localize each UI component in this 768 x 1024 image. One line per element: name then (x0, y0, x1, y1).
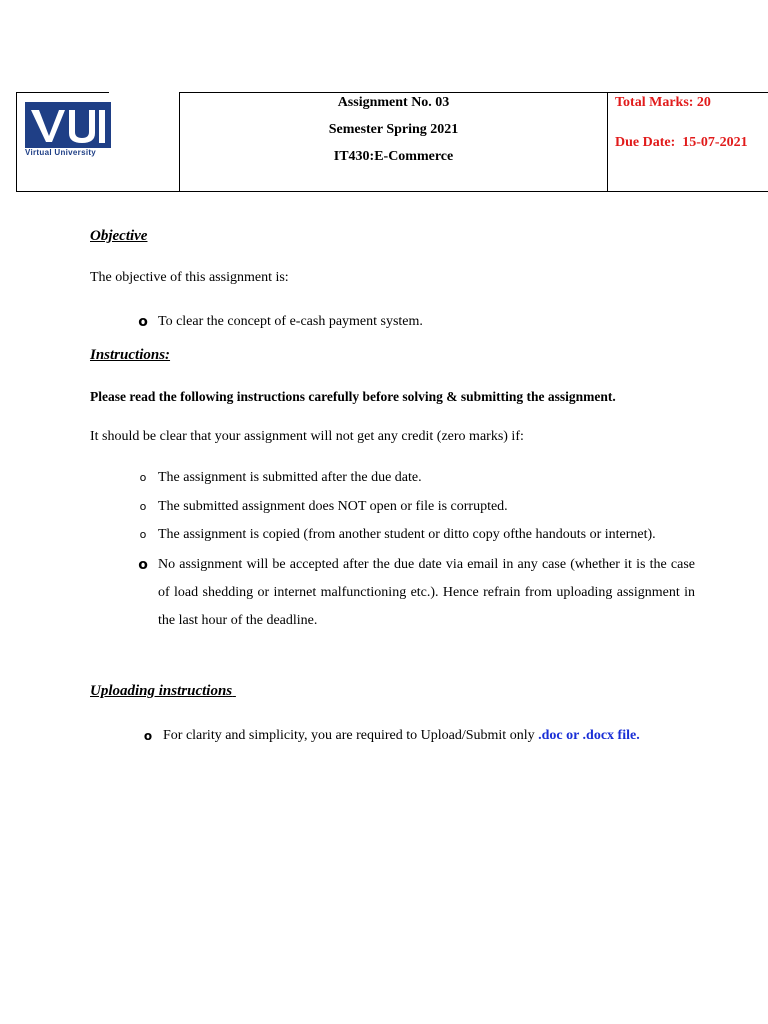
objective-intro: The objective of this assignment is: (90, 270, 289, 285)
assignment-number: Assignment No. 03 (337, 95, 450, 110)
bullet-icon: o (139, 528, 147, 541)
bullet-icon: o (143, 729, 153, 743)
semester: Semester Spring 2021 (328, 122, 459, 137)
file-type-highlight: .doc or .docx file. (538, 728, 640, 743)
instruction-item-text: The submitted assignment does NOT open or file is corrupted. (158, 499, 508, 514)
instruction-item-text: No assignment will be accepted after the due date via email in any case (whether it is the case of load shedding or internet malfunctioning etc.). Hence refrain from uploading assignment in the last hour of the deadline. (158, 557, 695, 628)
bullet-icon: o (138, 557, 148, 573)
total-marks: Total Marks: 20 (615, 95, 711, 110)
instructions-bold-note: Please read the following instructions carefully before solving & submitting the assignment. (90, 389, 616, 404)
uploading-item-text (163, 727, 700, 745)
logo-caption: Virtual University (25, 148, 97, 157)
header-top-border-left (16, 92, 109, 93)
objective-item-text: To clear the concept of e-cash payment system. (158, 314, 423, 329)
header-divider-2 (607, 92, 608, 192)
assignment-header-table (16, 92, 768, 192)
uploading-text: For clarity and simplicity, you are required to Upload/Submit only (163, 728, 539, 743)
course-code: IT430:E-Commerce (333, 149, 454, 164)
bullet-icon: o (139, 500, 147, 513)
header-center-cell (180, 92, 607, 192)
uploading-heading-text: Uploading instructions (90, 683, 233, 699)
bullet-icon: o (139, 471, 147, 484)
instruction-item-text: The assignment is copied (from another student or ditto copy ofthe handouts or internet). (158, 527, 656, 542)
header-right-cell (615, 92, 768, 192)
due-date: Due Date: 15-07-2021 (615, 135, 748, 150)
uploading-heading (90, 683, 236, 700)
instruction-item-text: The assignment is submitted after the due date. (158, 470, 422, 485)
instructions-intro: It should be clear that your assignment will not get any credit (zero marks) if: (90, 429, 524, 444)
objective-heading: Objective (90, 228, 148, 244)
bullet-icon: o (138, 314, 148, 330)
vu-logo-icon (25, 102, 111, 148)
instructions-heading: Instructions: (90, 347, 171, 363)
